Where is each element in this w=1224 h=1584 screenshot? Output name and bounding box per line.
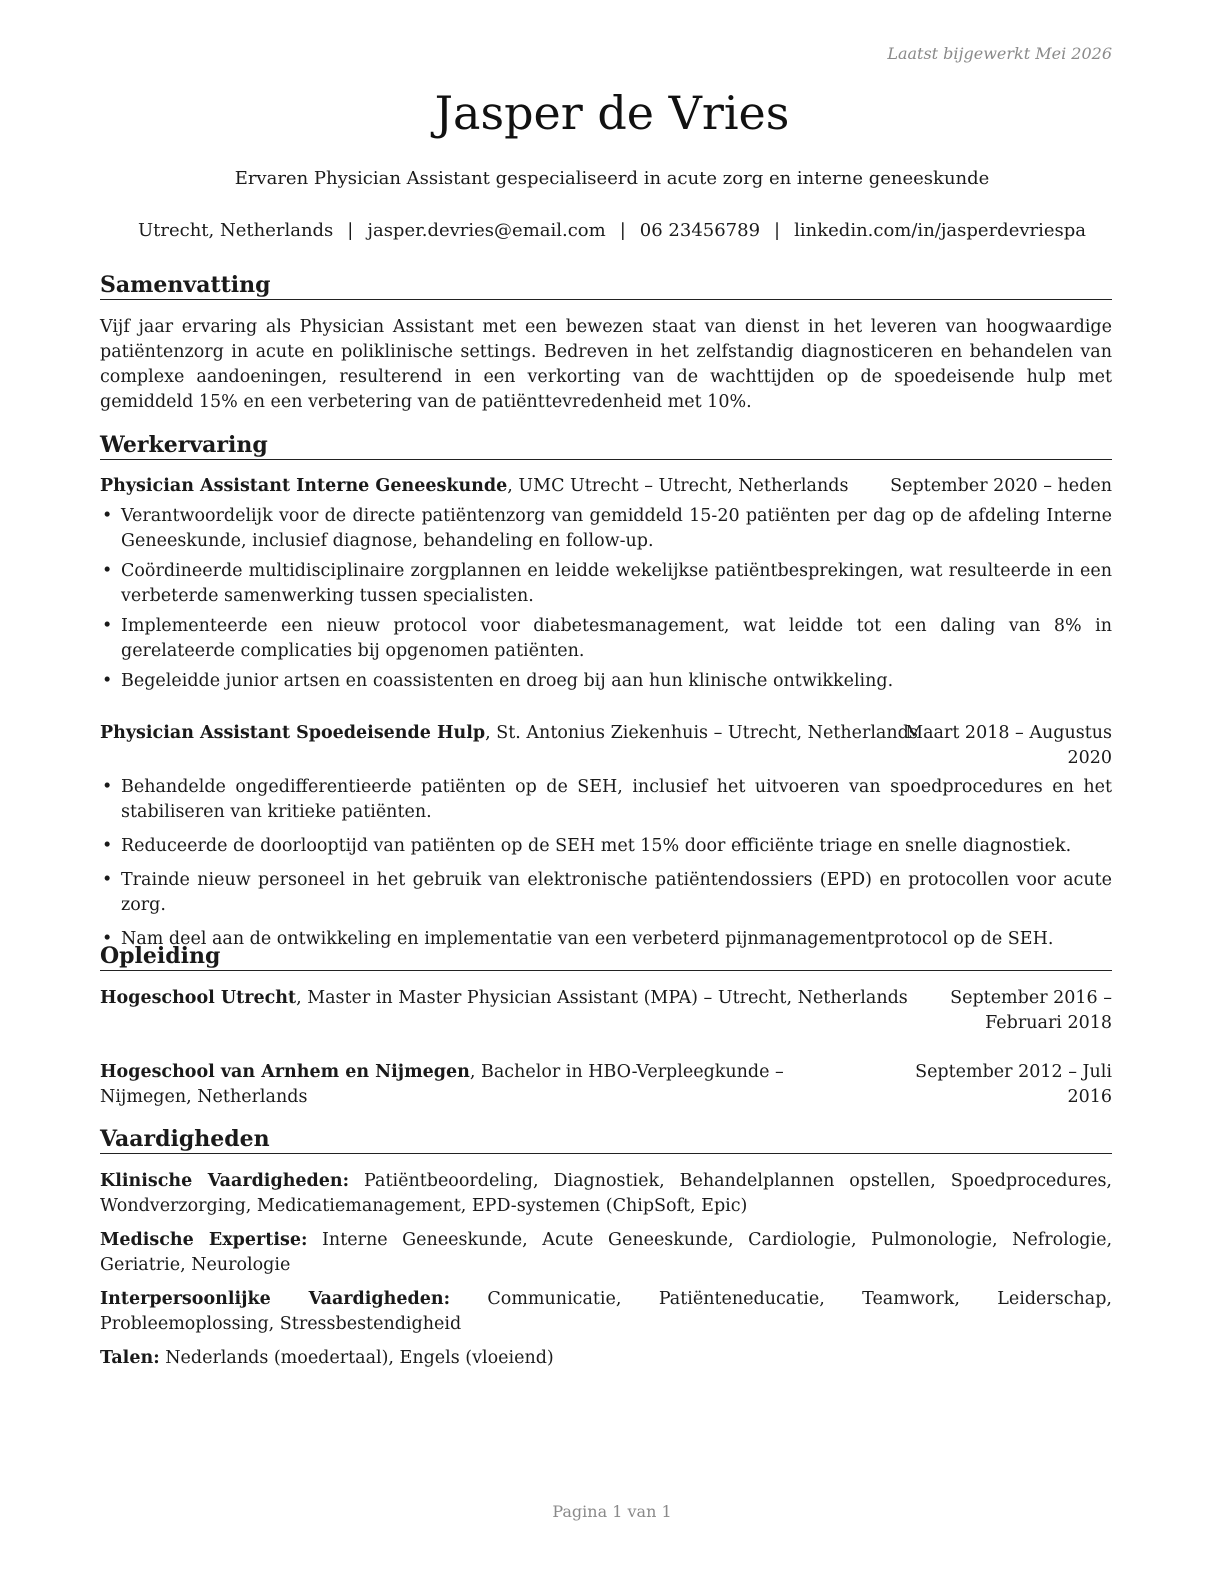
last-updated: Laatst bijgewerkt Mei 2026: [887, 44, 1112, 63]
skill-label: Klinische Vaardigheden:: [100, 1171, 350, 1191]
contact-phone[interactable]: 06 23456789: [639, 220, 761, 241]
section-title-summary: Samenvatting: [100, 271, 1112, 300]
school-name: Hogeschool van Arnhem en Nijmegen: [100, 1062, 470, 1082]
job-date: Maart 2018 – Augustus 2020: [905, 723, 1112, 768]
job-org: , UMC Utrecht – Utrecht, Netherlands: [507, 476, 849, 496]
contact-separator: |: [774, 220, 781, 241]
job-header: [100, 721, 1112, 768]
section-title-education: Opleiding: [100, 942, 1112, 971]
contact-separator: |: [347, 220, 354, 241]
job-header: [100, 474, 1112, 499]
list-item: • Implementeerde een nieuw protocol voor diabetesmanagement, wat leidde tot een daling van 8% in gerelateerde complicaties bij opgenomen patiënten.: [100, 614, 1112, 664]
degree-detail: , Master in Master Physician Assistant (MPA) – Utrecht, Netherlands: [296, 988, 908, 1008]
skill-text: Patiëntbeoordeling, Diagnostiek, Behandelplannen opstellen, Spoedprocedures, Wondverzorging, Medicatiemanagement, EPD-systemen (ChipSoft, Epic): [100, 1171, 1112, 1216]
candidate-name: Jasper de Vries: [434, 86, 790, 140]
skill-text: Interne Geneeskunde, Acute Geneeskunde, Cardiologie, Pulmonologie, Nefrologie, Geriatrie, Neurologie: [100, 1230, 1113, 1275]
job-date: September 2020 – heden: [890, 476, 1112, 496]
job-role: Physician Assistant Interne Geneeskunde: [100, 476, 508, 496]
job-bullets: [100, 504, 1112, 699]
list-item: • Begeleidde junior artsen en coassistenten en droeg bij aan hun klinische ontwikkeling.: [100, 669, 1112, 694]
job-role: Physician Assistant Spoedeisende Hulp: [100, 723, 486, 743]
section-title-experience: Werkervaring: [100, 431, 1112, 460]
skill-label: Medische Expertise:: [100, 1230, 308, 1250]
job-org: , St. Antonius Ziekenhuis – Utrecht, Netherlands: [485, 723, 918, 743]
list-item: • Reduceerde de doorlooptijd van patiënten op de SEH met 15% door efficiënte triage en snelle diagnostiek.: [100, 834, 1112, 859]
skill-row: [100, 1228, 1112, 1278]
skill-row: [100, 1287, 1112, 1337]
contact-email[interactable]: jasper.devries@email.com: [367, 220, 606, 241]
list-item: • Coördineerde multidisciplinaire zorgplannen en leidde wekelijkse patiëntbesprekingen, wat resulteerde in een verbeterde samenwerking tussen specialisten.: [100, 559, 1112, 609]
job-bullets: [100, 775, 1112, 961]
degree-detail: , Bachelor in HBO-Verpleegkunde – Nijmegen, Netherlands: [100, 1062, 784, 1107]
contact-line: [0, 220, 1224, 241]
page-number: Pagina 1 van 1: [552, 1502, 672, 1521]
list-item: • Behandelde ongedifferentieerde patiënten op de SEH, inclusief het uitvoeren van spoedprocedures en het stabiliseren van kritieke patiënten.: [100, 775, 1112, 825]
skill-row: [100, 1169, 1112, 1219]
summary-text: Vijf jaar ervaring als Physician Assistant met een bewezen staat van dienst in het leveren van hoogwaardige patiëntenzorg in acute en poliklinische settings. Bedreven in het zelfstandig diagnosticeren en behandelen van complexe aandoeningen, resulterend in een verkorting van de wachttijden op de spoedeisende hulp met gemiddeld 15% en een verbetering van de patiënttevredenheid met 10%.: [100, 317, 1112, 412]
skill-label: Interpersoonlijke Vaardigheden:: [100, 1289, 451, 1309]
list-item: • Trainde nieuw personeel in het gebruik van elektronische patiëntendossiers (EPD) en protocollen voor acute zorg.: [100, 868, 1112, 918]
list-item: • Nam deel aan de ontwikkeling en implementatie van een verbeterd pijnmanagementprotocol op de SEH.: [100, 927, 1112, 952]
list-item: • Verantwoordelijk voor de directe patiëntenzorg van gemiddeld 15-20 patiënten per dag op de afdeling Interne Geneeskunde, inclusief diagnose, behandeling en follow-up.: [100, 504, 1112, 554]
tagline: Ervaren Physician Assistant gespecialiseerd in acute zorg en interne geneeskunde: [234, 168, 990, 189]
section-title-skills: Vaardigheden: [100, 1125, 1112, 1154]
contact-separator: |: [619, 220, 626, 241]
skill-label: Talen:: [100, 1348, 160, 1368]
skill-text: Nederlands (moedertaal), Engels (vloeiend): [159, 1348, 554, 1368]
contact-linkedin[interactable]: linkedin.com/in/jasperdevriespa: [794, 220, 1087, 241]
education-item: [100, 1060, 1112, 1110]
education-item: [100, 986, 1112, 1033]
education-date: September 2012 – Juli 2016: [915, 1062, 1112, 1107]
school-name: Hogeschool Utrecht: [100, 988, 297, 1008]
skill-row: [100, 1346, 1112, 1371]
contact-location: Utrecht, Netherlands: [137, 220, 334, 241]
skill-text: Communicatie, Patiënteneducatie, Teamwork, Leiderschap, Probleemoplossing, Stressbestendigheid: [100, 1289, 1112, 1334]
education-date: September 2016 – Februari 2018: [950, 988, 1112, 1033]
